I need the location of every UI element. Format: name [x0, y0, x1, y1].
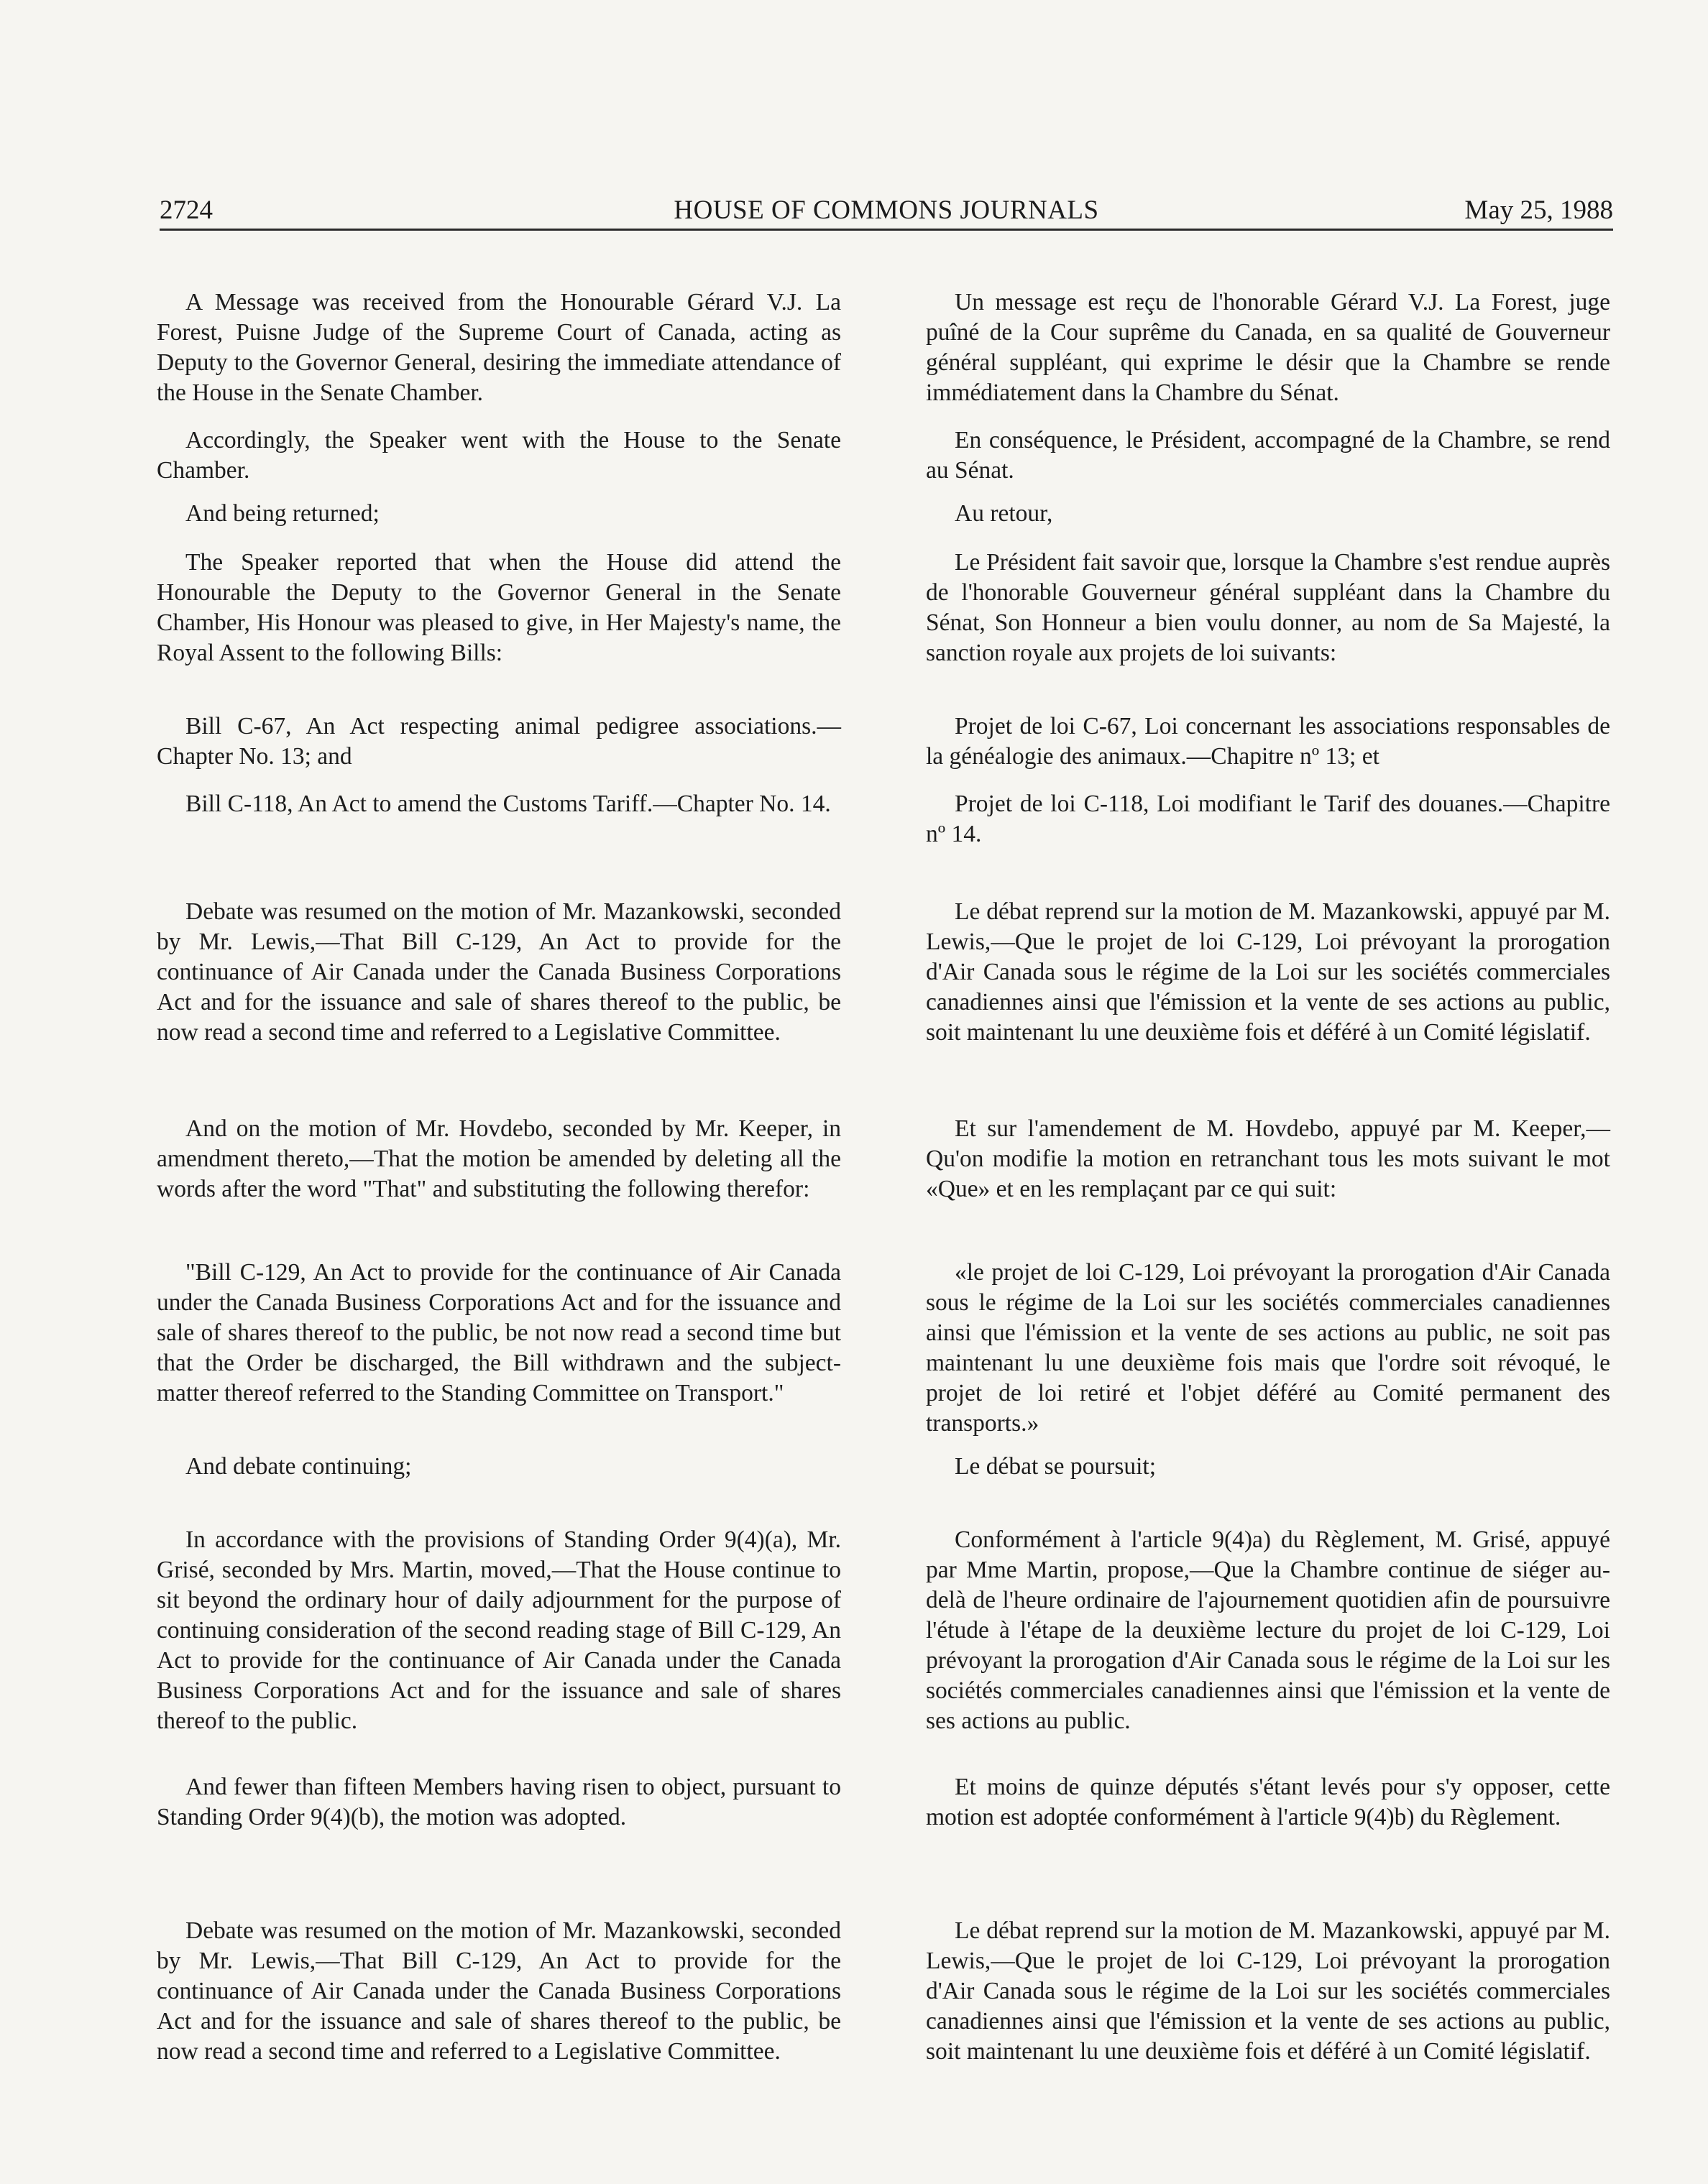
- paragraph: And fewer than fifteen Members having risen to object, pursuant to Standing Order 9(4)(b), the motion was adopted.: [157, 1774, 841, 1830]
- paragraph: The Speaker reported that when the House did attend the Honourable the Deputy to the Governor General in the Senate Chamber, His Honour was pleased to give, in Her Majesty's name, the Royal Assent to the following Bills:: [157, 549, 841, 666]
- page-date: May 25, 1988: [1464, 195, 1613, 225]
- paragraph: And debate continuing;: [185, 1453, 412, 1480]
- paragraph: Le Président fait savoir que, lorsque la Chambre s'est rendue auprès de l'honorable Gouverneur général suppléant dans la Chambre du Sénat, Son Honneur a bien voulu donner, au nom de Sa Majesté, la sanction royale aux projets de loi suivants:: [926, 549, 1610, 666]
- en-message-received: [157, 287, 841, 408]
- en-standing-order-motion: [157, 1525, 841, 1736]
- en-hovdebo-amendment: [157, 1114, 841, 1204]
- fr-debate-resumed-2: [926, 1916, 1610, 2067]
- paragraph: Bill C-67, An Act respecting animal pedigree associations.—Chapter No. 13; and: [157, 713, 841, 770]
- paragraph: Projet de loi C-67, Loi concernant les associations responsables de la généalogie des animaux.—Chapitre nº 13; et: [926, 713, 1610, 770]
- paragraph: Le débat se poursuit;: [955, 1453, 1157, 1480]
- fr-message-received: [926, 287, 1610, 408]
- paragraph: A Message was received from the Honourable Gérard V.J. La Forest, Puisne Judge of the Supreme Court of Canada, acting as Deputy to the Governor General, desiring the immediate attendance of the House in the Senate Chamber.: [157, 289, 841, 406]
- fr-debate-resumed-1: [926, 897, 1610, 1048]
- paragraph: Conformément à l'article 9(4)a) du Règlement, M. Grisé, appuyé par Mme Martin, propose,—Que la Chambre continue de siéger au-delà de l'heure ordinaire de l'ajournement quotidien afin de poursuivre l'étude à l'étape de la deuxième lecture du projet de loi C-129, Loi prévoyant la prorogation d'Air Canada sous le régime de la Loi sur les sociétés commerciales canadiennes ainsi que l'émission et la vente de ses actions au public.: [926, 1526, 1610, 1734]
- en-debate-resumed-1: [157, 897, 841, 1048]
- paragraph: «le projet de loi C-129, Loi prévoyant la prorogation d'Air Canada sous le régime de la Loi sur les sociétés commerciales canadiennes ainsi que l'émission et la vente de ses actions au public, ne soit pas maintenant lu une deuxième fois mais que l'ordre soit révoqué, le projet de loi retiré et l'objet déféré au Comité permanent des transports.»: [926, 1259, 1610, 1437]
- en-being-returned: [157, 499, 841, 529]
- paragraph: Projet de loi C-118, Loi modifiant le Tarif des douanes.—Chapitre nº 14.: [926, 791, 1610, 847]
- paragraph: Au retour,: [955, 500, 1053, 527]
- fr-standing-order-motion: [926, 1525, 1610, 1736]
- paragraph: Un message est reçu de l'honorable Gérard V.J. La Forest, juge puîné de la Cour suprême du Canada, en sa qualité de Gouverneur général suppléant, qui exprime le désir que la Chambre se rende immédiatement dans la Chambre du Sénat.: [926, 289, 1610, 406]
- paragraph: Et sur l'amendement de M. Hovdebo, appuyé par M. Keeper,—Qu'on modifie la motion en retranchant tous les mots suivant le mot «Que» et en les remplaçant par ce qui suit:: [926, 1115, 1610, 1202]
- fr-bill-c67: [926, 711, 1610, 772]
- paragraph: And on the motion of Mr. Hovdebo, seconded by Mr. Keeper, in amendment thereto,—That the motion be amended by deleting all the words after the word "That" and substituting the following therefor:: [157, 1115, 841, 1202]
- en-bill-c67: [157, 711, 841, 772]
- paragraph: Et moins de quinze députés s'étant levés pour s'y opposer, cette motion est adoptée conformément à l'article 9(4)b) du Règlement.: [926, 1774, 1610, 1830]
- paragraph: Bill C-118, An Act to amend the Customs Tariff.—Chapter No. 14.: [185, 791, 831, 817]
- fr-debate-continuing: [926, 1452, 1610, 1482]
- en-bill-c118: [157, 789, 841, 819]
- paragraph: And being returned;: [185, 500, 380, 527]
- paragraph: In accordance with the provisions of Standing Order 9(4)(a), Mr. Grisé, seconded by Mrs. Martin, moved,—That the House continue to sit beyond the ordinary hour of daily adjournment for the purpose of continuing consideration of the second reading stage of Bill C-129, An Act to provide for the continuance of Air Canada under the Canada Business Corporations Act and for the issuance and sale of shares thereof to the public.: [157, 1526, 841, 1734]
- en-motion-adopted: [157, 1772, 841, 1833]
- en-debate-resumed-2: [157, 1916, 841, 2067]
- page-header: [160, 193, 1613, 231]
- paragraph: Le débat reprend sur la motion de M. Mazankowski, appuyé par M. Lewis,—Que le projet de loi C-129, Loi prévoyant la prorogation d'Air Canada sous le régime de la Loi sur les sociétés commerciales canadiennes ainsi que l'émission et la vente de ses actions au public, soit maintenant lu une deuxième fois et déféré à un Comité législatif.: [926, 898, 1610, 1046]
- en-speaker-went: [157, 425, 841, 486]
- fr-bill-c118: [926, 789, 1610, 849]
- fr-hovdebo-amendment: [926, 1114, 1610, 1204]
- en-speaker-reported: [157, 548, 841, 668]
- fr-speaker-reported: [926, 548, 1610, 668]
- page-number: 2724: [160, 195, 213, 225]
- page-title: HOUSE OF COMMONS JOURNALS: [674, 195, 1099, 225]
- fr-being-returned: [926, 499, 1610, 529]
- en-amendment-text: [157, 1258, 841, 1409]
- fr-motion-adopted: [926, 1772, 1610, 1833]
- paragraph: En conséquence, le Président, accompagné de la Chambre, se rend au Sénat.: [926, 427, 1610, 484]
- fr-amendment-text: [926, 1258, 1610, 1439]
- paragraph: Accordingly, the Speaker went with the House to the Senate Chamber.: [157, 427, 841, 484]
- paragraph: Le débat reprend sur la motion de M. Mazankowski, appuyé par M. Lewis,—Que le projet de loi C-129, Loi prévoyant la prorogation d'Air Canada sous le régime de la Loi sur les sociétés commerciales canadiennes ainsi que l'émission et la vente de ses actions au public, soit maintenant lu une deuxième fois et déféré à un Comité législatif.: [926, 1917, 1610, 2065]
- en-debate-continuing: [157, 1452, 841, 1482]
- paragraph: Debate was resumed on the motion of Mr. Mazankowski, seconded by Mr. Lewis,—That Bill C-129, An Act to provide for the continuance of Air Canada under the Canada Business Corporations Act and for the issuance and sale of shares thereof to the public, be now read a second time and referred to a Legislative Committee.: [157, 1917, 841, 2065]
- fr-speaker-went: [926, 425, 1610, 486]
- paragraph: "Bill C-129, An Act to provide for the continuance of Air Canada under the Canada Business Corporations Act and for the issuance and sale of shares thereof to the public, be not now read a second time but that the Order be discharged, the Bill withdrawn and the subject-matter thereof referred to the Standing Committee on Transport.": [157, 1259, 841, 1406]
- paragraph: Debate was resumed on the motion of Mr. Mazankowski, seconded by Mr. Lewis,—That Bill C-129, An Act to provide for the continuance of Air Canada under the Canada Business Corporations Act and for the issuance and sale of shares thereof to the public, be now read a second time and referred to a Legislative Committee.: [157, 898, 841, 1046]
